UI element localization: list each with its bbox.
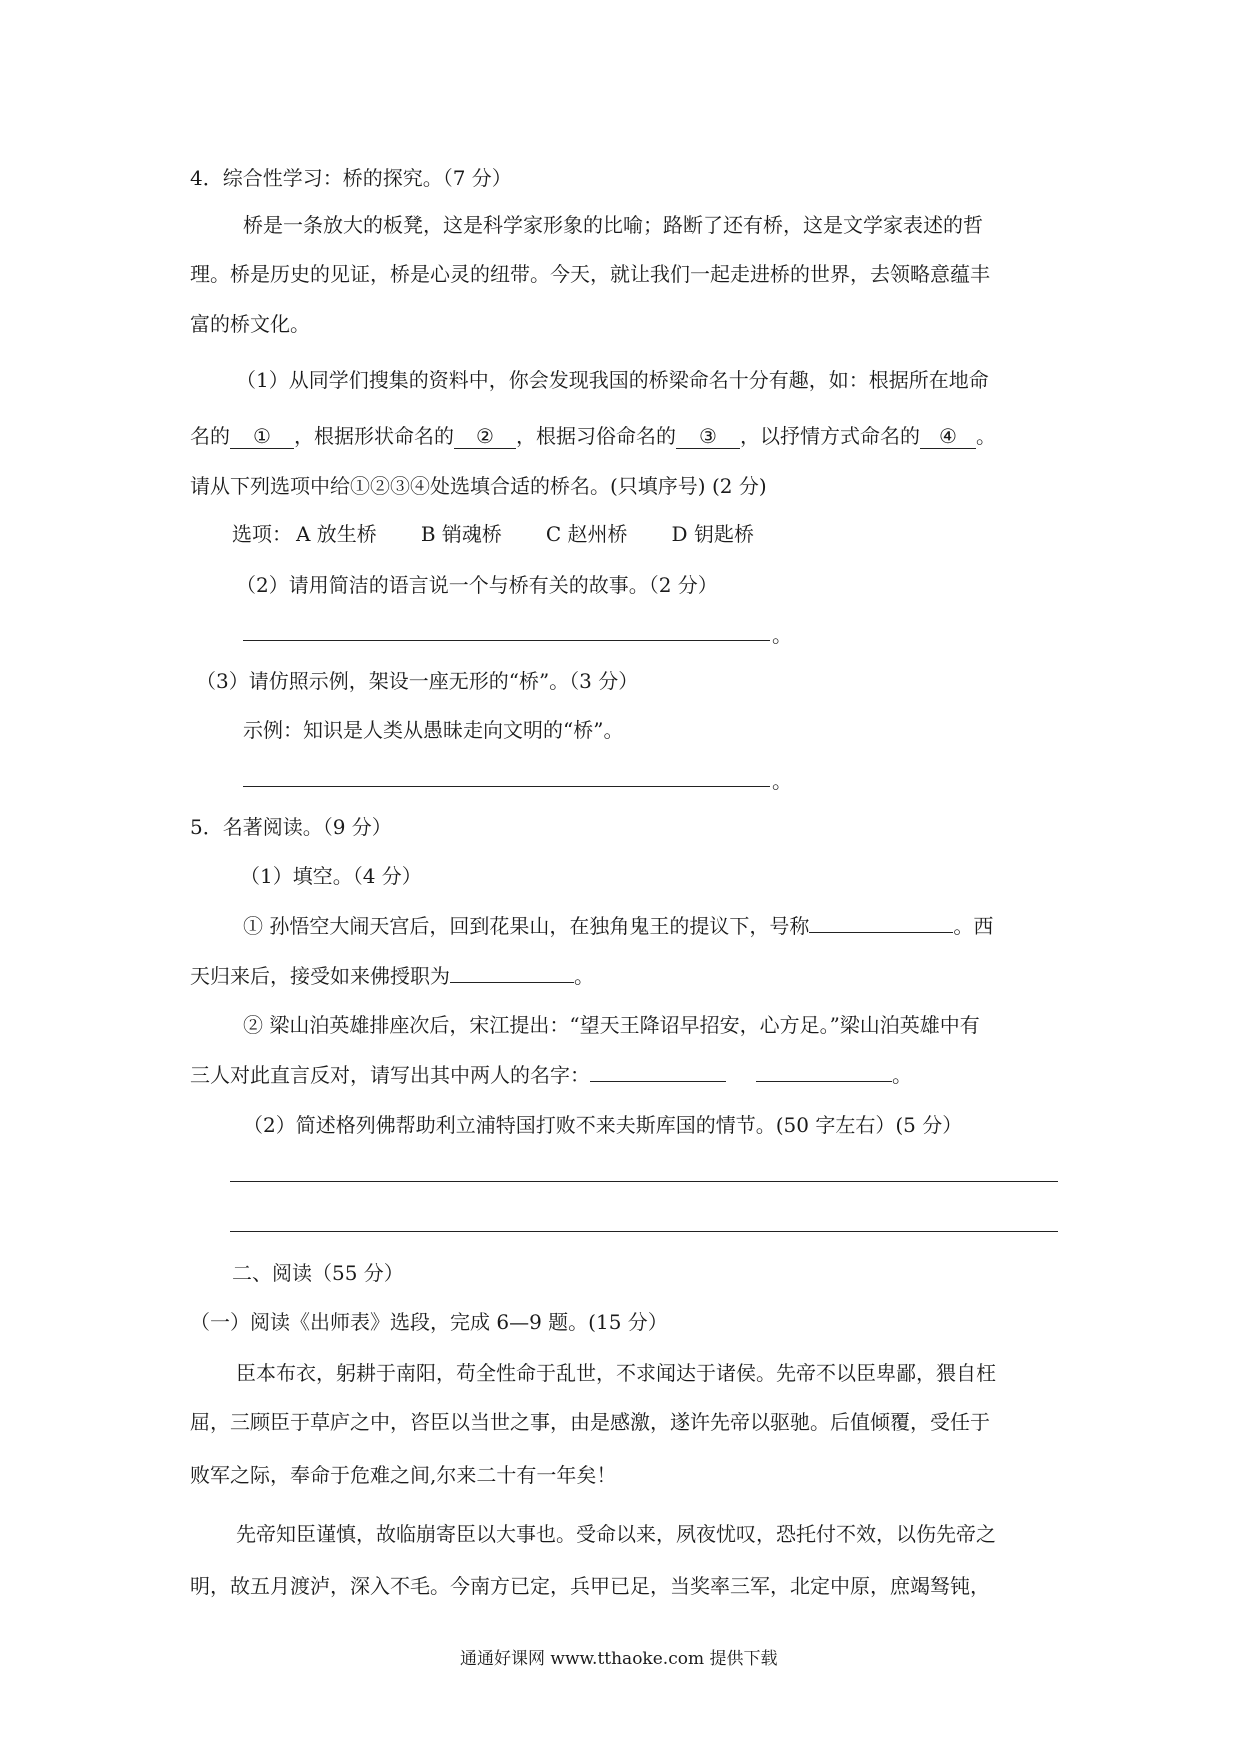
q4-part1-line-2 (190, 423, 996, 449)
option-d: D 钥匙桥 (671, 522, 754, 546)
reading-part1-title: （一）阅读《出师表》选段，完成 6—9 题。(15 分） (190, 1310, 668, 1334)
option-a: A 放生桥 (296, 522, 377, 546)
q5-item2-line2 (190, 1062, 912, 1088)
period: 。 (772, 769, 792, 793)
text: 。西 (953, 914, 994, 938)
blank-2[interactable]: ② (454, 424, 516, 449)
q5-item1-line2 (190, 963, 594, 989)
text: ① 孙悟空大闹天宫后，回到花果山，在独角鬼王的提议下，号称 (243, 914, 810, 938)
q4-part1-line-3: 请从下列选项中给①②③④处选填合适的桥名。(只填序号) (2 分) (190, 474, 767, 498)
fill-blank[interactable] (756, 1081, 892, 1082)
answer-line[interactable] (230, 1231, 1058, 1232)
q4-options (232, 521, 754, 547)
period: 。 (772, 623, 792, 647)
q5-heading: 5．名著阅读。（9 分） (190, 815, 392, 839)
q4-part1-line-1: （1）从同学们搜集的资料中，你会发现我国的桥梁命名十分有趣，如：根据所在地命 (236, 368, 989, 392)
passage-para1-line2: 屈，三顾臣于草庐之中，咨臣以当世之事，由是感激，遂许先帝以驱驰。后值倾覆，受任于 (190, 1410, 990, 1434)
q5-item1-line1 (243, 913, 993, 939)
q4-intro-line-2: 理。桥是历史的见证，桥是心灵的纽带。今天，就让我们一起走进桥的世界，去领略意蕴丰 (190, 262, 990, 286)
q4-heading: 4．综合性学习：桥的探究。（7 分） (190, 166, 512, 190)
passage-para2-line2: 明，故五月渡泸，深入不毛。今南方已定，兵甲已足，当奖率三军，北定中原，庶竭驽钝， (190, 1574, 990, 1598)
blank-3[interactable]: ③ (676, 424, 740, 449)
passage-para1-line3: 败军之际，奉命于危难之间,尔来二十有一年矣！ (190, 1463, 617, 1487)
option-c: C 赵州桥 (545, 522, 628, 546)
q4-part3-example: 示例：知识是人类从愚昧走向文明的“桥”。 (243, 718, 624, 742)
text: ，根据形状命名的 (294, 424, 454, 448)
reading-section-title: 二、阅读（55 分） (232, 1261, 404, 1285)
q5-item2-line1: ② 梁山泊英雄排座次后，宋江提出：“望天王降诏早招安，心方足。”梁山泊英雄中有 (243, 1013, 980, 1037)
answer-line[interactable] (230, 1181, 1058, 1182)
text: 。 (574, 964, 594, 988)
blank-1[interactable]: ① (230, 424, 294, 449)
option-b: B 销魂桥 (420, 522, 502, 546)
fill-blank[interactable] (809, 932, 953, 933)
passage-para1-line1: 臣本布衣，躬耕于南阳，苟全性命于乱世，不求闻达于诸侯。先帝不以臣卑鄙，猥自枉 (236, 1361, 996, 1385)
q5-sub1: （1）填空。（4 分） (240, 864, 422, 888)
q4-part2: （2）请用简洁的语言说一个与桥有关的故事。（2 分） (236, 573, 718, 597)
options-label: 选项： (232, 522, 292, 546)
text: 名的 (190, 424, 230, 448)
text: 三人对此直言反对，请写出其中两人的名字： (190, 1063, 590, 1087)
text: ，根据习俗命名的 (516, 424, 676, 448)
text: 。 (892, 1063, 912, 1087)
fill-blank[interactable] (590, 1081, 726, 1082)
text: ，以抒情方式命名的 (740, 424, 920, 448)
passage-para2-line1: 先帝知臣谨慎，故临崩寄臣以大事也。受命以来，夙夜忧叹，恐托付不效，以伤先帝之 (236, 1522, 996, 1546)
text: 。 (976, 424, 996, 448)
page-footer: 通通好课网 www.tthaoke.com 提供下载 (460, 1649, 778, 1669)
q5-sub2: （2）简述格列佛帮助利立浦特国打败不来夫斯库国的情节。(50 字左右）(5 分） (243, 1113, 963, 1137)
q4-intro-line-1: 桥是一条放大的板凳，这是科学家形象的比喻；路断了还有桥，这是文学家表述的哲 (243, 213, 983, 237)
answer-line[interactable] (243, 786, 770, 787)
blank-4[interactable]: ④ (920, 424, 976, 449)
q4-intro-line-3: 富的桥文化。 (190, 312, 310, 336)
q4-part3: （3）请仿照示例，架设一座无形的“桥”。（3 分） (196, 669, 639, 693)
text: 天归来后，接受如来佛授职为 (190, 964, 450, 988)
answer-line[interactable] (243, 640, 770, 641)
fill-blank[interactable] (450, 982, 574, 983)
